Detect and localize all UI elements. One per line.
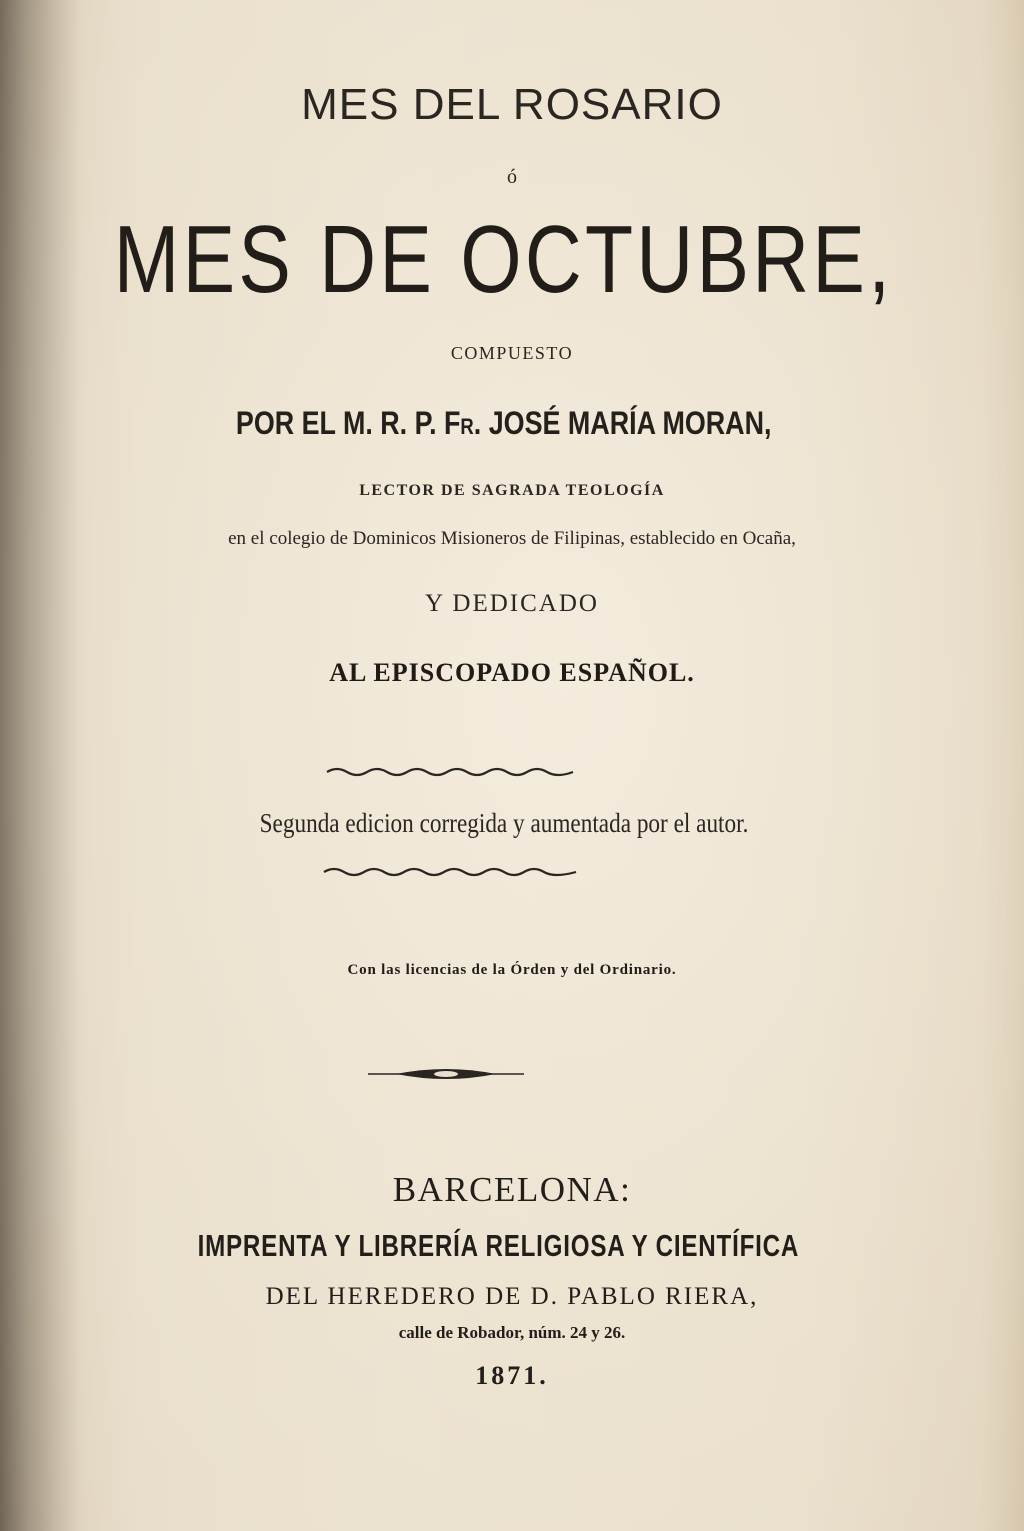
edition-note: Segunda edicion corregida y aumentada por el autor. <box>259 808 749 838</box>
imprint-city: BARCELONA: <box>392 1170 632 1209</box>
dedication-intro: Y DEDICADO <box>425 590 599 617</box>
composed-label: COMPUESTO <box>450 343 574 363</box>
title-connector: ó <box>507 166 517 188</box>
author-college: en el colegio de Dominicos Misioneros de Filipinas, establecido en Ocaña, <box>228 528 796 549</box>
author-role: LECTOR DE SAGRADA TEOLOGÍA <box>359 482 665 499</box>
author-line <box>74 405 934 442</box>
wavy-rule-bottom <box>322 864 578 882</box>
dedication: AL EPISCOPADO ESPAÑOL. <box>329 658 695 687</box>
main-title: MES DE OCTUBRE, <box>113 206 894 313</box>
wavy-rule-top <box>325 762 575 780</box>
center-ornament-rule <box>366 1064 526 1084</box>
author-prefix: POR EL M. R. P. F <box>235 405 461 441</box>
author-name: . JOSÉ MARÍA MORAN, <box>473 405 772 441</box>
licenses-note: Con las licencias de la Órden y del Ordinario. <box>347 962 677 978</box>
imprint-address: calle de Robador, núm. 24 y 26. <box>398 1323 626 1342</box>
title-line-1: MES DEL ROSARIO <box>301 80 723 129</box>
author-prefix-small: R <box>460 414 474 439</box>
imprint-heir: DEL HEREDERO DE D. PABLO RIERA, <box>265 1283 759 1310</box>
imprint-year: 1871. <box>475 1361 549 1390</box>
imprint-printer: IMPRENTA Y LIBRERÍA RELIGIOSA Y CIENTÍFICA <box>197 1228 800 1263</box>
